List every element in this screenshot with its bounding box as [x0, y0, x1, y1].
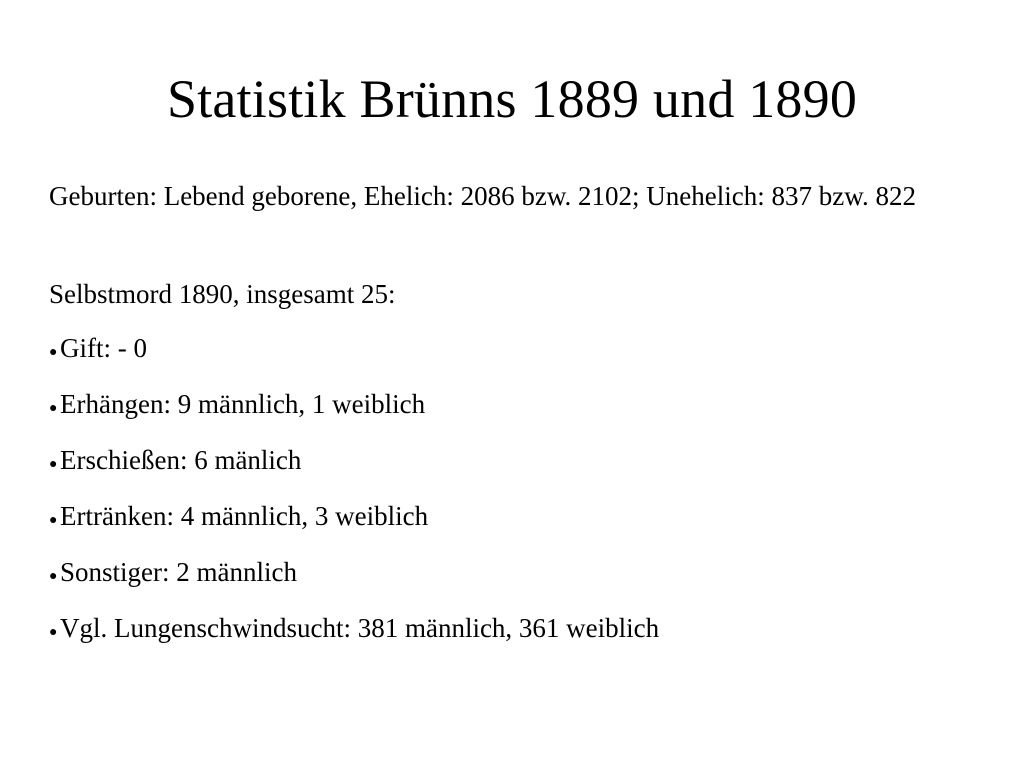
bullet-dot-icon: ●: [49, 457, 58, 472]
list-item-text: Vgl. Lungenschwindsucht: 381 männlich, 361 weiblich: [60, 613, 660, 643]
statistics-list: [49, 332, 659, 668]
bullet-dot-icon: ●: [49, 401, 58, 416]
list-item-text: Erhängen: 9 männlich, 1 weiblich: [60, 389, 426, 419]
list-item-text: Ertränken: 4 männlich, 3 weiblich: [60, 501, 429, 531]
list-item: [49, 556, 659, 612]
list-item-text: Sonstiger: 2 männlich: [60, 557, 297, 587]
bullet-dot-icon: ●: [49, 625, 58, 640]
suicide-heading: Selbstmord 1890, insgesamt 25:: [49, 279, 396, 309]
births-paragraph: Geburten: Lebend geborene, Ehelich: 2086 bzw. 2102; Unehelich: 837 bzw. 822: [49, 181, 916, 211]
list-item: [49, 612, 659, 668]
bullet-dot-icon: ●: [49, 345, 58, 360]
bullet-dot-icon: ●: [49, 569, 58, 584]
list-item: [49, 388, 659, 444]
slide-title: Statistik Brünns 1889 und 1890: [166, 69, 858, 129]
list-item-text: Gift: - 0: [60, 333, 147, 363]
list-item: [49, 444, 659, 500]
list-item: [49, 500, 659, 556]
list-item-text: Erschießen: 6 mänlich: [60, 445, 302, 475]
list-item: [49, 332, 659, 388]
bullet-dot-icon: ●: [49, 513, 58, 528]
